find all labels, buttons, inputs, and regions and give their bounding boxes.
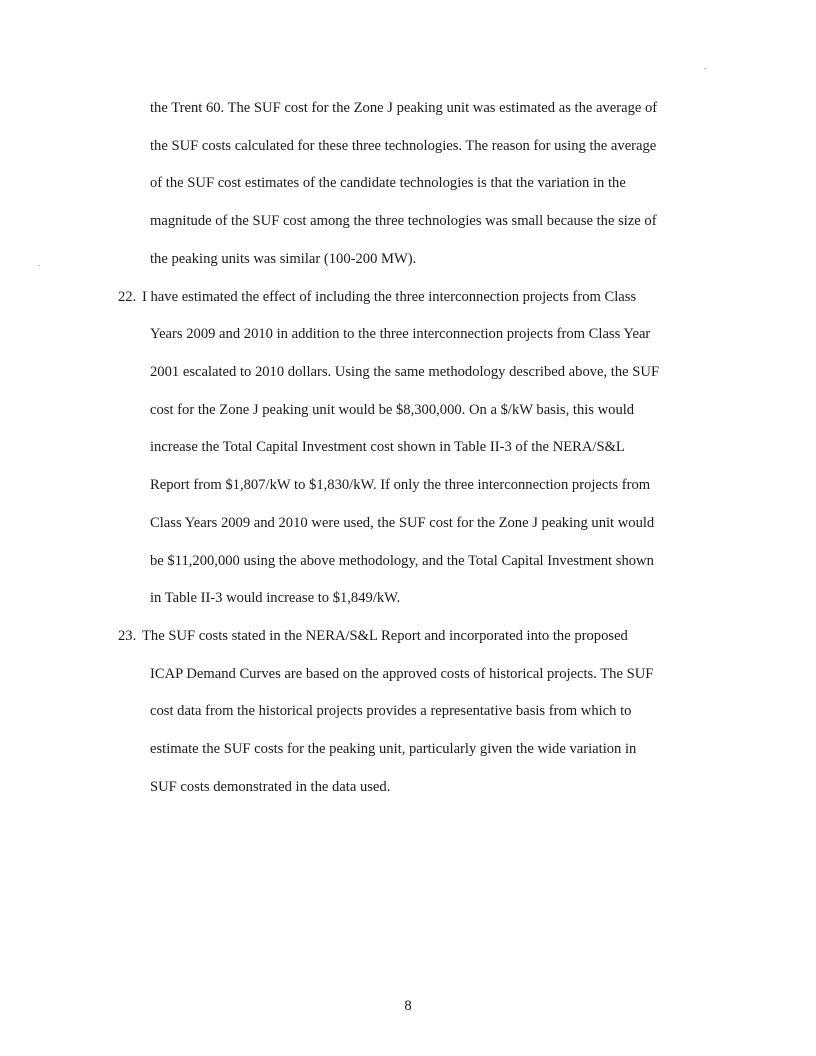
text-line: Class Years 2009 and 2010 were used, the SUF cost for the Zone J peaking unit would bbox=[150, 515, 655, 531]
text-line: of the SUF cost estimates of the candidate technologies is that the variation in the bbox=[150, 175, 626, 191]
text-line: cost data from the historical projects provides a representative basis from which to bbox=[150, 703, 632, 719]
text-line: in Table II-3 would increase to $1,849/kW. bbox=[150, 590, 401, 606]
text-line: SUF costs demonstrated in the data used. bbox=[150, 779, 391, 795]
text-line: ICAP Demand Curves are based on the approved costs of historical projects. The SUF bbox=[150, 666, 654, 682]
scan-speck bbox=[704, 68, 706, 69]
text-line: cost for the Zone J peaking unit would be $8,300,000. On a $/kW basis, this would bbox=[150, 402, 635, 418]
text-line: magnitude of the SUF cost among the three technologies was small because the size of bbox=[150, 213, 657, 229]
scan-speck bbox=[38, 265, 40, 266]
text-line: Years 2009 and 2010 in addition to the three interconnection projects from Class Year bbox=[150, 326, 651, 342]
text-line: the Trent 60. The SUF cost for the Zone J peaking unit was estimated as the average of bbox=[150, 100, 658, 116]
text-line: The SUF costs stated in the NERA/S&L Report and incorporated into the proposed bbox=[142, 628, 628, 644]
page-number: 8 bbox=[404, 998, 412, 1014]
paragraph-number: 22. bbox=[118, 289, 137, 305]
text-line: estimate the SUF costs for the peaking unit, particularly given the wide variation in bbox=[150, 741, 637, 757]
paragraph-number: 23. bbox=[118, 628, 137, 644]
text-line: increase the Total Capital Investment cost shown in Table II-3 of the NERA/S&L bbox=[150, 439, 625, 455]
text-line: Report from $1,807/kW to $1,830/kW. If only the three interconnection projects from bbox=[150, 477, 651, 493]
text-line: I have estimated the effect of including the three interconnection projects from Class bbox=[142, 289, 637, 305]
text-line: the peaking units was similar (100-200 MW). bbox=[150, 251, 417, 267]
text-line: 2001 escalated to 2010 dollars. Using the same methodology described above, the SUF bbox=[150, 364, 660, 380]
text-line: the SUF costs calculated for these three technologies. The reason for using the average bbox=[150, 138, 657, 154]
text-line: be $11,200,000 using the above methodology, and the Total Capital Investment shown bbox=[150, 553, 654, 569]
